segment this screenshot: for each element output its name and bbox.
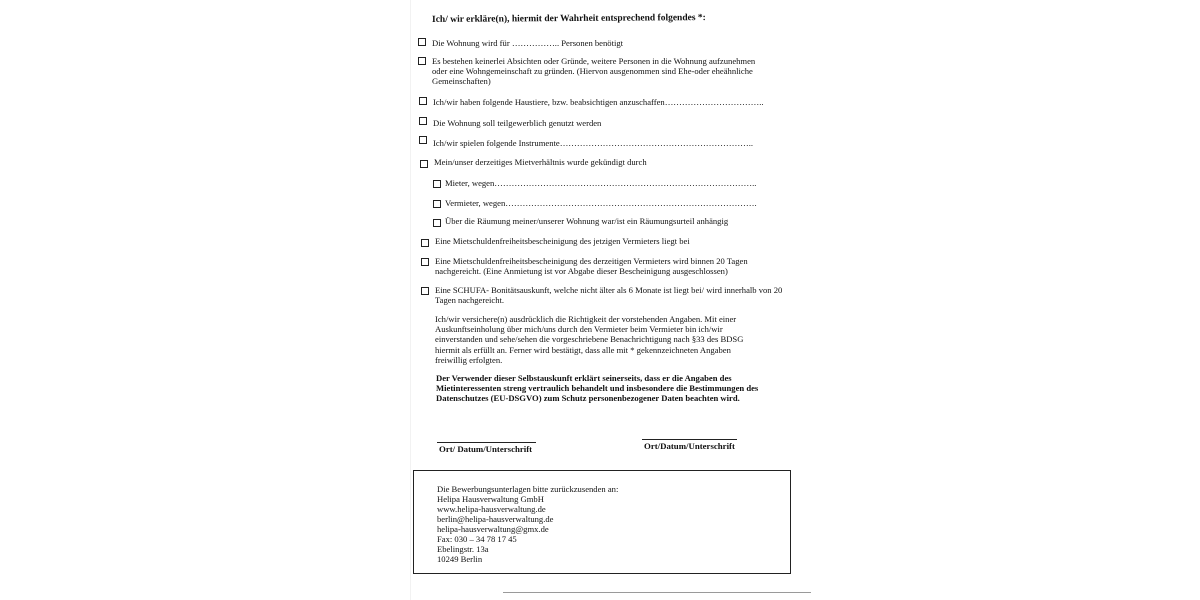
sub-item-tenant-reason: Mieter, wegen……………………………………………………………………………….. — [445, 178, 757, 188]
checkbox-schufa[interactable] — [421, 287, 429, 295]
sub-item-landlord-reason: Vermieter, wegen……………………………………………………………………………. — [445, 198, 757, 208]
checkbox-tenancy-terminated[interactable] — [420, 160, 428, 168]
item-pets: Ich/wir haben folgende Haustiere, bzw. beabsichtigen anzuschaffen…………………………….. — [433, 97, 764, 107]
item-clearance-later: Eine Mietschuldenfreiheitsbescheinigung des derzeitigen Vermieters wird binnen 20 Tagen nachgereicht. (Eine Anmietung ist vor Abgabe dieser Bescheinigung ausgeschlossen) — [435, 256, 748, 277]
company-street: Ebelingstr. 13a — [437, 544, 489, 554]
scan-edge — [410, 0, 411, 600]
company-fax: Fax: 030 – 34 78 17 45 — [437, 534, 517, 544]
signature-line-right — [642, 439, 737, 440]
return-address-lines — [437, 484, 618, 564]
checkbox-clearance-current[interactable] — [421, 239, 429, 247]
checkbox-tenant-reason[interactable] — [433, 180, 441, 188]
return-address-box — [413, 470, 791, 574]
item-tenancy-terminated: Mein/unser derzeitiges Mietverhältnis wurde gekündigt durch — [434, 157, 647, 167]
company-email-alt: helipa-hausverwaltung@gmx.de — [437, 524, 549, 534]
item-clearance-current: Eine Mietschuldenfreiheitsbescheinigung des jetzigen Vermieters liegt bei — [435, 236, 690, 246]
company-website: www.helipa-hausverwaltung.de — [437, 504, 546, 514]
checkbox-clearance-later[interactable] — [421, 258, 429, 266]
scan-bottom-edge — [503, 592, 811, 593]
checkbox-commercial-use[interactable] — [419, 117, 427, 125]
item-instruments: Ich/wir spielen folgende Instrumente………………………………………………………….. — [433, 138, 754, 148]
checkbox-landlord-reason[interactable] — [433, 200, 441, 208]
checkbox-instruments[interactable] — [419, 136, 427, 144]
return-instruction: Die Bewerbungsunterlagen bitte zurückzusenden an: — [437, 484, 619, 494]
checkbox-persons[interactable] — [418, 38, 426, 46]
privacy-paragraph: Der Verwender dieser Selbstauskunft erklärt seinerseits, dass er die Angaben des Mietinteressenten streng vertraulich behandelt und insbesondere die Bestimmungen des Datenschutzes (EU-DSGVO) zum Schutz personenbezogener Daten beachten wird. — [436, 373, 759, 404]
item-no-additional-persons: Es bestehen keinerlei Absichten oder Gründe, weitere Personen in die Wohnung aufzunehmen oder eine Wohngemeinschaft zu gründen. (Hiervon ausgenommen sind Ehe-oder eheähnliche Gemeinschaften) — [432, 56, 756, 87]
sub-item-eviction: Über die Räumung meiner/unserer Wohnung war/ist ein Räumungsurteil anhängig — [445, 216, 729, 226]
signature-label-left: Ort/ Datum/Unterschrift — [439, 444, 533, 454]
company-email: berlin@helipa-hausverwaltung.de — [437, 514, 554, 524]
declaration-paragraph: Ich/wir versichere(n) ausdrücklich die Richtigkeit der vorstehenden Angaben. Mit einer Auskunftseinholung über mich/uns durch den Vermieter beim Vermieter bin ich/wir einverstanden und sehe/sehen die vorgeschriebene Benachrichtigung nach §33 des BDSG hiermit als erfüllt an. Ferner wird bestätigt, dass alle mit * gekennzeichneten Angaben freiwillig erfolgten. — [435, 314, 744, 365]
item-commercial-use: Die Wohnung soll teilgewerblich genutzt werden — [433, 118, 602, 128]
checkbox-no-additional-persons[interactable] — [418, 57, 426, 65]
signature-line-left — [437, 442, 536, 443]
declaration-heading: Ich/ wir erkläre(n), hiermit der Wahrheit entsprechend folgendes *: — [431, 13, 706, 25]
checkbox-pets[interactable] — [419, 97, 427, 105]
item-persons: Die Wohnung wird für …………….. Personen benötigt — [432, 38, 624, 48]
checkbox-eviction[interactable] — [433, 219, 441, 227]
signature-label-right: Ort/Datum/Unterschrift — [644, 441, 735, 451]
company-city: 10249 Berlin — [437, 554, 483, 564]
item-schufa: Eine SCHUFA- Bonitätsauskunft, welche nicht älter als 6 Monate ist liegt bei/ wird innerhalb von 20 Tagen nachgereicht. — [435, 285, 783, 306]
company-name: Helipa Hausverwaltung GmbH — [437, 494, 544, 504]
